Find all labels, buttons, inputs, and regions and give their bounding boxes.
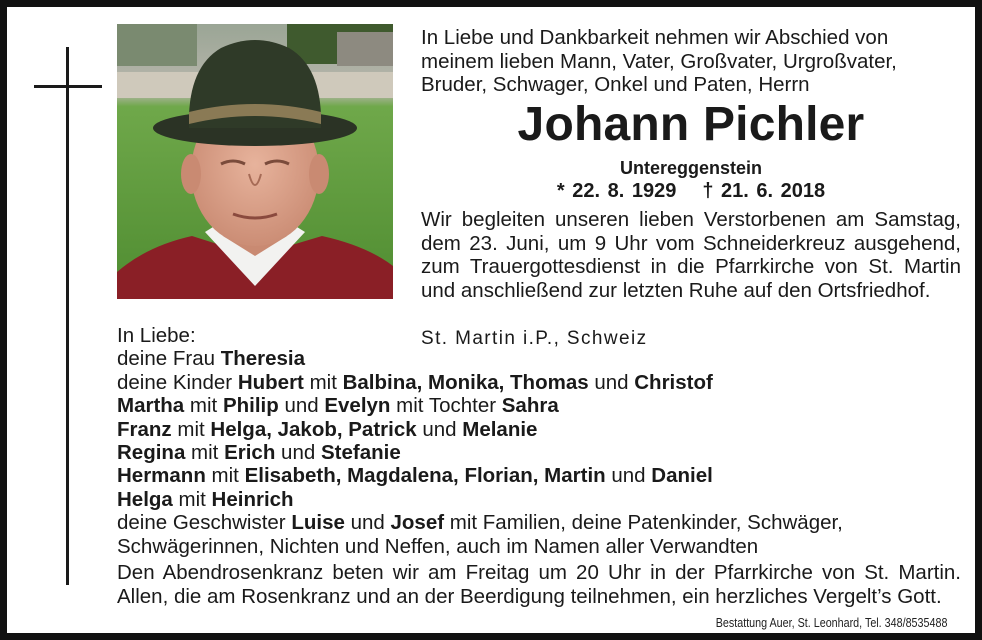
location-line: St. Martin i.P., Schweiz — [421, 328, 648, 349]
cross-icon — [66, 47, 69, 585]
family-line-children: deine Kinder Hubert mit Balbina, Monika, Thomas und Christof — [117, 370, 713, 394]
family-line-relatives: Schwägerinnen, Nichten und Neffen, auch im Namen aller Verwandten — [117, 534, 759, 558]
family-line-siblings: deine Geschwister Luise und Josef mit Familien, deine Patenkinder, Schwäger, — [117, 511, 843, 535]
death-date: † 21. 6. 2018 — [702, 180, 826, 202]
family-line-franz: Franz mit Helga, Jakob, Patrick und Melanie — [117, 417, 538, 441]
undertaker-credit: Bestattung Auer, St. Leonhard, Tel. 348/8535488 — [715, 616, 947, 630]
family-line-helga: Helga mit Heinrich — [117, 487, 294, 511]
family-line-martha: Martha mit Philip und Evelyn mit Tochter Sahra — [117, 394, 559, 418]
family-list — [117, 324, 967, 558]
deceased-name: Johann Pichler — [517, 98, 865, 151]
funeral-details: Wir begleiten unseren lieben Verstorbenen am Samstag, dem 23. Juni, um 9 Uhr vom Schneiderkreuz ausgehend, zum Trauergottesdienst in die Pfarrkirche von St. Martin und anschließend zur letzten Ruhe auf den Ortsfriedhof. — [421, 208, 961, 302]
family-line-hermann: Hermann mit Elisabeth, Magdalena, Florian, Martin und Daniel — [117, 464, 713, 488]
intro-text: In Liebe und Dankbarkeit nehmen wir Abschied von meinem lieben Mann, Vater, Großvater, Urgroßvater, Bruder, Schwager, Onkel und Paten, Herrn — [421, 26, 897, 96]
family-line-regina: Regina mit Erich und Stefanie — [117, 441, 401, 465]
family-heading: In Liebe: — [117, 324, 196, 347]
home-place: Untereggenstein — [619, 158, 763, 178]
portrait-photo — [117, 24, 393, 299]
rosary-notice: Den Abendrosenkranz beten wir am Freitag um 20 Uhr in der Pfarrkirche von St. Martin. Allen, die am Rosenkranz und an der Beerdigung teilnehmen, ein herzliches Vergelt’s Gott. — [117, 561, 961, 608]
life-dates — [421, 179, 961, 203]
cross-icon-bar — [34, 85, 102, 88]
birth-date: * 22. 8. 1929 — [556, 180, 677, 202]
family-line-wife: deine Frau Theresia — [117, 347, 306, 371]
